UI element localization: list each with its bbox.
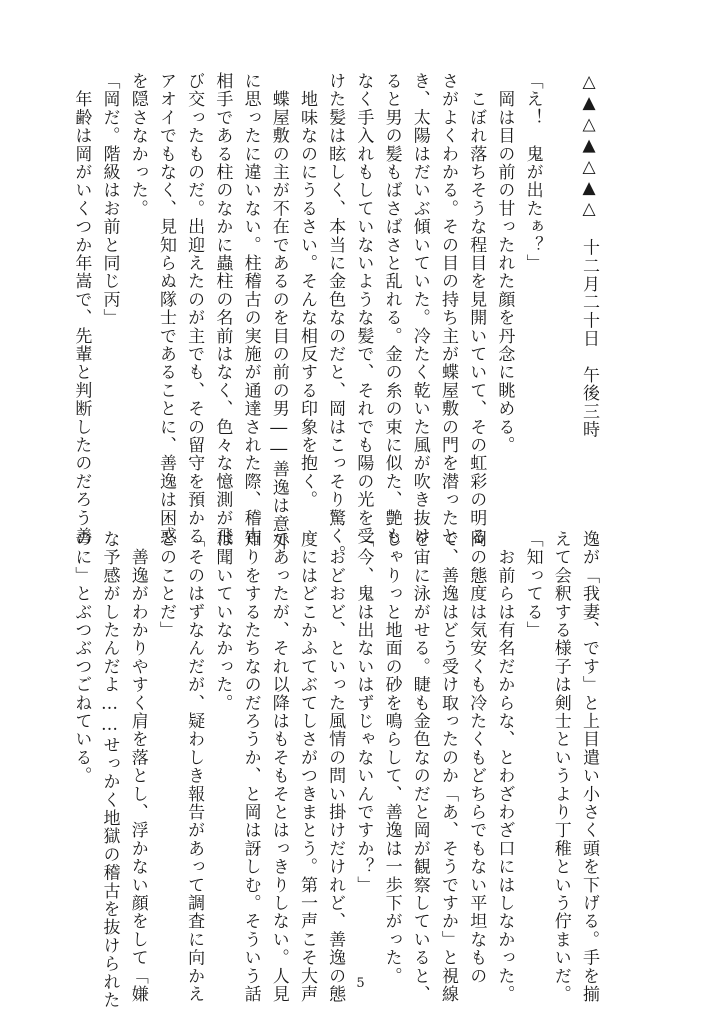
text-line: び交ったものだ。出迎えたのが主でも、その留守を預かる [184, 72, 205, 546]
text-line: さがよくわかる。その目の持ち主が蝶屋敷の門を潜ったと [437, 72, 458, 546]
text-line: △▲△▲△▲△ 十二月二十日 午後三時 [579, 72, 599, 439]
text-line [547, 72, 575, 512]
text-line: な予感がしたんだよ……せっかく地獄の稽古を抜けられた [99, 530, 120, 1010]
text-block-lower [67, 530, 603, 1010]
text-line: 善逸がわかりやすく肩を落とし、浮かない顔をして「嫌 [127, 530, 148, 1004]
text-line: き、太陽はだいぶ傾いていた。冷たく乾いた風が吹き抜け [409, 72, 430, 546]
text-line: ると男の髪もばさばさと乱れる。金の糸の束に似た、艶も [381, 72, 402, 546]
text-line: 「そのはずなんだが、疑わしき報告があって調査に向かえ [184, 530, 205, 1004]
text-line: お前らは有名だからな、とわざわざ口にはしなかった。 [494, 530, 515, 1004]
text-line: こぼれ落ちそうな程目を見開いていて、その虹彩の明る [466, 72, 487, 546]
text-line: えて会釈する様子は剣士というより丁稚という佇まいだ。 [550, 530, 571, 1004]
text-line: 年齢は岡がいくつか年嵩で、先輩と判断したのだろう善 [71, 72, 92, 546]
text-line: であったが、それ以降はもそもそとはっきりしない。人見 [268, 530, 289, 1004]
text-line: アオイでもなく、見知らぬ隊士であることに、善逸は困惑 [155, 72, 176, 546]
text-line: 「知ってる」 [522, 530, 543, 640]
text-line: を宙に泳がせる。睫も金色なのだと岡が観察していると、 [409, 530, 430, 1004]
text-line: のに」とぶつぶつごねている。 [71, 530, 92, 785]
text-line: 蝶屋敷の主が不在であるのを目の前の男――善逸は意外 [268, 72, 289, 552]
text-line: じゃりっと地面の砂を鳴らして、善逸は一歩下がった。 [381, 530, 402, 985]
text-line: なく手入れもしていないような髪で、それでも陽の光を受 [353, 72, 374, 546]
text-line: 「今、鬼は出ないはずじゃないんですか？」 [353, 530, 374, 894]
text-line: で、善逸はどう受け取ったのか「あ、そうですか」と視線 [437, 530, 458, 1004]
text-line: は聞いていなかった。 [212, 530, 233, 712]
text-line: を隠さなかった。 [127, 72, 148, 218]
text-line: 岡は目の前の甘ったれた顔を丹念に眺める。 [494, 72, 515, 455]
page-number: 5 [356, 976, 365, 991]
text-line: 「岡だ。階級はお前と同じ丙」 [99, 72, 120, 327]
text-line: 相手である柱のなかに蟲柱の名前はなく、色々な憶測が飛 [212, 72, 233, 546]
text-line: 岡の態度は気安くも冷たくもどちらでもない平坦なもの [466, 530, 487, 985]
text-line: おどおど、といった風情の問い掛けだけれど、善逸の態 [325, 530, 346, 1004]
text-block-upper [67, 72, 603, 564]
text-line: 度にはどこかふてぶてしさがつきまとう。第一声こそ大声 [296, 530, 317, 1004]
text-line: とのことだ」 [155, 530, 176, 640]
text-line: 知りをするたちなのだろうか、と岡は訝しむ。そういう話 [240, 530, 261, 1004]
text-line: 「え！ 鬼が出たぁ？」 [522, 72, 543, 273]
text-line: 地味なのにうるさい。そんな相反する印象を抱く。 [296, 72, 317, 509]
text-line: けた髪は眩しく、本当に金色なのだと、岡はこっそり驚く。 [325, 72, 346, 564]
text-line: に思ったに違いない。柱稽古の実施が通達された際、稽古 [240, 72, 261, 546]
text-line: 逸が「我妻、です」と上目遣い小さく頭を下げる。手を揃 [579, 530, 599, 1004]
